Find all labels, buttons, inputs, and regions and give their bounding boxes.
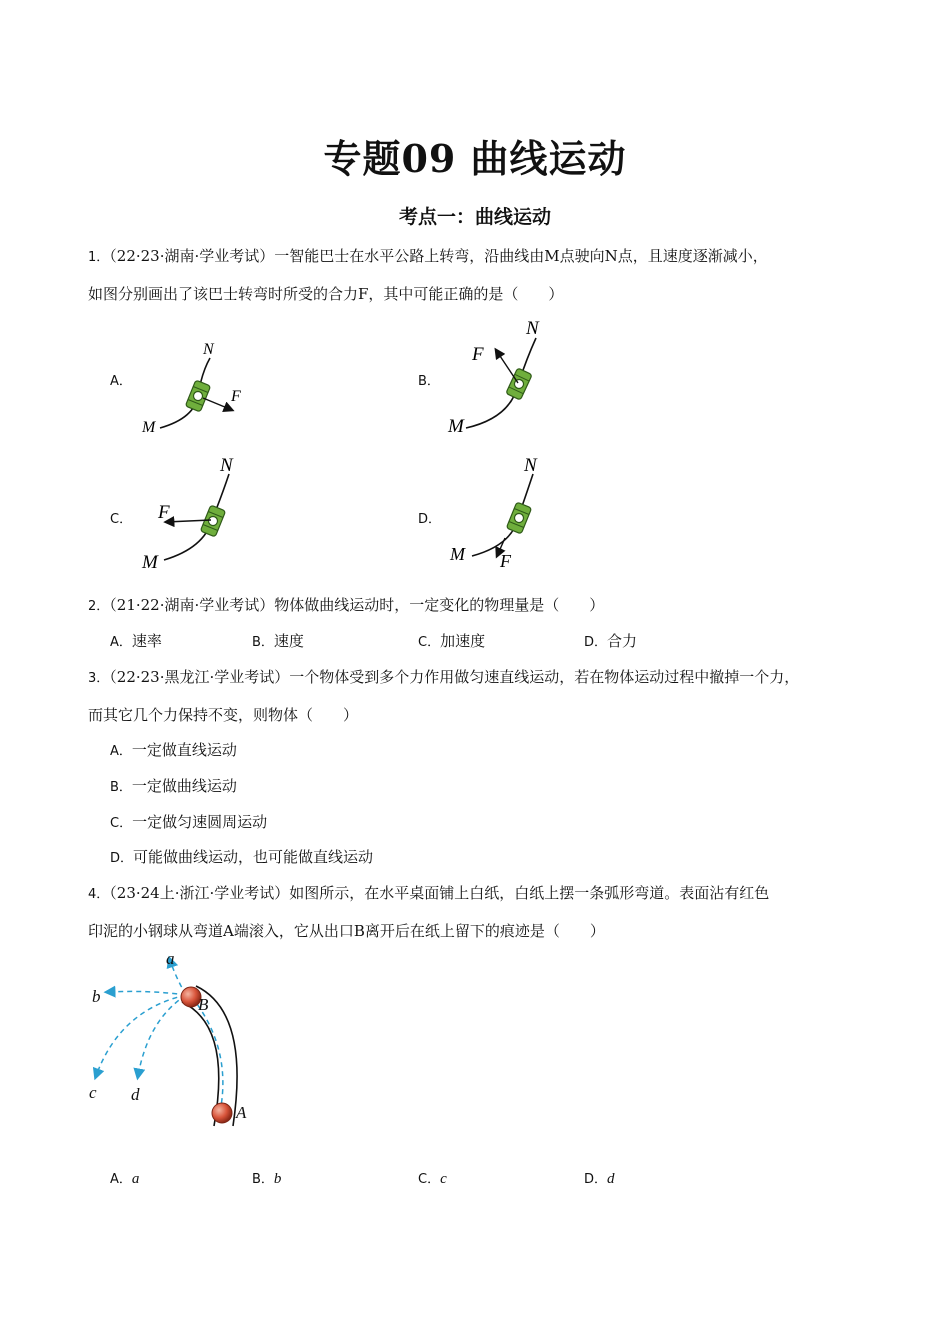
q4-option-c[interactable]: C．c — [418, 1171, 447, 1187]
bus-icon — [185, 380, 210, 412]
trace-b — [108, 991, 186, 995]
q2-option-b[interactable]: B．速度 — [252, 632, 304, 650]
q4-line1 — [88, 882, 769, 903]
label-f: F — [500, 551, 511, 571]
label-f: F — [472, 344, 484, 365]
q4-number: 4． — [88, 887, 110, 902]
q2-option-a[interactable]: A．速率 — [110, 632, 162, 650]
q2-line1 — [88, 594, 604, 615]
q3-option-d[interactable]: D．可能做曲线运动，也可能做直线运动 — [110, 848, 374, 866]
q1-option-b[interactable]: B． — [418, 374, 440, 389]
label-n: N — [203, 341, 214, 358]
q1-figure-a — [141, 341, 241, 436]
q4-option-b[interactable]: B．b — [252, 1171, 282, 1187]
label-b: b — [92, 987, 101, 1006]
label-f: F — [231, 388, 241, 405]
bus-icon — [506, 368, 532, 400]
q3-option-c[interactable]: C．一定做匀速圆周运动 — [110, 813, 268, 831]
q1-option-a[interactable]: A． — [110, 374, 132, 389]
q3-line1 — [88, 666, 799, 687]
q4-text1: （23·24上·浙江·学业考试）如图所示，在水平桌面铺上白纸，白纸上摆一条弧形弯道。表面沾有红色 — [109, 884, 770, 902]
q4-option-a[interactable]: A．a — [110, 1171, 140, 1187]
q2-number: 2． — [88, 599, 110, 614]
q3-option-b[interactable]: B．一定做曲线运动 — [110, 777, 237, 795]
label-m: M — [142, 552, 158, 573]
label-d: d — [131, 1085, 140, 1104]
q2-text1: （21·22·湖南·学业考试）物体做曲线运动时，一定变化的物理量是（ ） — [109, 596, 605, 614]
label-a: a — [166, 949, 175, 968]
ball-at-a — [212, 1103, 232, 1123]
q1-option-c[interactable]: C． — [110, 512, 133, 527]
q1-figure-d — [449, 455, 538, 571]
q3-number: 3． — [88, 671, 110, 686]
q1-text1: （22·23·湖南·学业考试）一智能巴士在水平公路上转弯，沿曲线由M点驶向N点，且速度逐渐减小， — [109, 247, 768, 265]
label-upper-b: B — [198, 995, 209, 1014]
section-heading: 考点一：曲线运动 — [398, 206, 551, 228]
q1-option-d[interactable]: D． — [418, 512, 442, 527]
label-m: M — [448, 416, 464, 437]
q4-figure — [0, 940, 320, 1140]
q2-option-d[interactable]: D．合力 — [584, 632, 638, 650]
q3-text1: （22·23·黑龙江·学业考试）一个物体受到多个力作用做匀速直线运动，若在物体运动过程中撤掉一个力， — [109, 668, 800, 686]
label-m: M — [142, 419, 156, 436]
q1-number: 1． — [88, 250, 110, 265]
q2-option-c[interactable]: C．加速度 — [418, 632, 486, 650]
label-n: N — [526, 318, 539, 339]
label-c: c — [89, 1083, 97, 1102]
q4-line2: 印泥的小钢球从弯道A端滚入，它从出口B离开后在纸上留下的痕迹是（ ） — [88, 922, 605, 940]
q1-line2: 如图分别画出了该巴士转弯时所受的合力F，其中可能正确的是（ ） — [88, 285, 564, 303]
label-n: N — [220, 455, 233, 476]
label-upper-a: A — [236, 1103, 247, 1122]
page-title: 专题09 曲线运动 — [323, 136, 627, 181]
q3-line2: 而其它几个力保持不变，则物体（ ） — [88, 706, 359, 724]
q1-figure-b — [447, 318, 540, 437]
label-f: F — [158, 502, 170, 523]
q1-figure-c — [141, 455, 234, 573]
q3-option-a[interactable]: A．一定做直线运动 — [110, 741, 237, 759]
q1-figures — [0, 0, 950, 600]
label-n: N — [524, 455, 537, 476]
bus-icon — [506, 502, 531, 534]
label-m: M — [450, 544, 465, 564]
trace-d — [138, 995, 186, 1076]
q4-option-d[interactable]: D．d — [584, 1171, 615, 1187]
